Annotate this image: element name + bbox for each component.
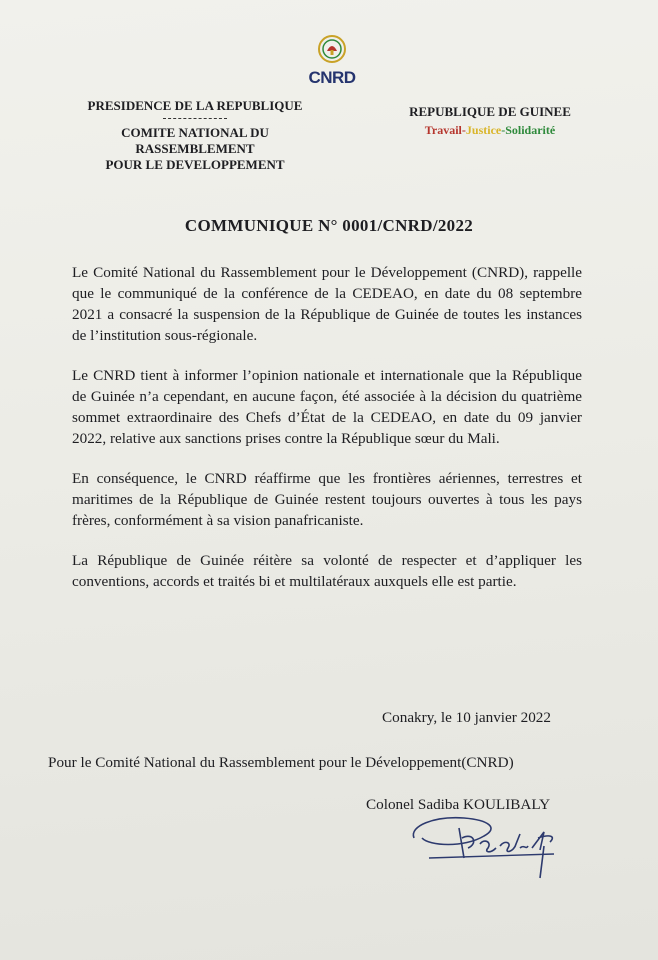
- motto-solidarite: -Solidarité: [501, 123, 556, 137]
- paragraph-3: En conséquence, le CNRD réaffirme que les frontières aériennes, terrestres et maritimes de la République de Guinée restent toujours ouvertes à tous les pays frères, conformément à sa vision panafricaniste.: [72, 470, 582, 529]
- committee-heading-line1: COMITE NATIONAL DU: [121, 125, 269, 140]
- communique-body: [72, 262, 582, 611]
- motto-justice: Justice: [465, 123, 502, 137]
- signature: [404, 808, 604, 888]
- header-left: [70, 98, 320, 173]
- paragraph-2: Le CNRD tient à informer l’opinion nationale et internationale que la République de Guinée n’a cependant, en aucune façon, été associée à la décision du quatrième sommet extraordinaire des Chefs d’État de la CEDEAO, en date du 09 janvier 2022, relative aux sanctions prises contre la République sœur du Mali.: [72, 367, 582, 447]
- committee-heading-line2: RASSEMBLEMENT: [135, 141, 255, 156]
- motto-travail: Travail-: [424, 123, 466, 137]
- header-right: [395, 104, 585, 138]
- committee-heading-line3: POUR LE DEVELOPPEMENT: [105, 157, 285, 172]
- cnrd-emblem-icon: [300, 32, 364, 72]
- paragraph-4: La République de Guinée réitère sa volonté de respecter et d’appliquer les conventions, accords et traités bi et multilatéraux auxquels elle est partie.: [72, 552, 582, 590]
- date-line: Conakry, le 10 janvier 2022: [382, 709, 551, 726]
- header-divider: [163, 118, 227, 119]
- communique-title: COMMUNIQUE N° 0001/CNRD/2022: [184, 216, 474, 235]
- national-motto: [395, 122, 585, 138]
- presidency-heading: PRESIDENCE DE LA REPUBLIQUE: [87, 98, 303, 113]
- on-behalf-line: Pour le Comité National du Rassemblement pour le Développement(CNRD): [48, 754, 514, 771]
- country-heading: REPUBLIQUE DE GUINEE: [409, 104, 571, 119]
- signer-name: Colonel Sadiba KOULIBALY: [366, 796, 551, 813]
- handwritten-signature-icon: [404, 808, 604, 883]
- cnrd-logo-text: CNRD: [308, 68, 356, 87]
- paragraph-1: Le Comité National du Rassemblement pour le Développement (CNRD), rappelle que le communiqué de la conférence de la CEDEAO, en date du 08 septembre 2021 a consacré la suspension de la République de Guinée de toutes les instances de l’institution sous-régionale.: [72, 264, 582, 344]
- cnrd-logo: [300, 32, 364, 90]
